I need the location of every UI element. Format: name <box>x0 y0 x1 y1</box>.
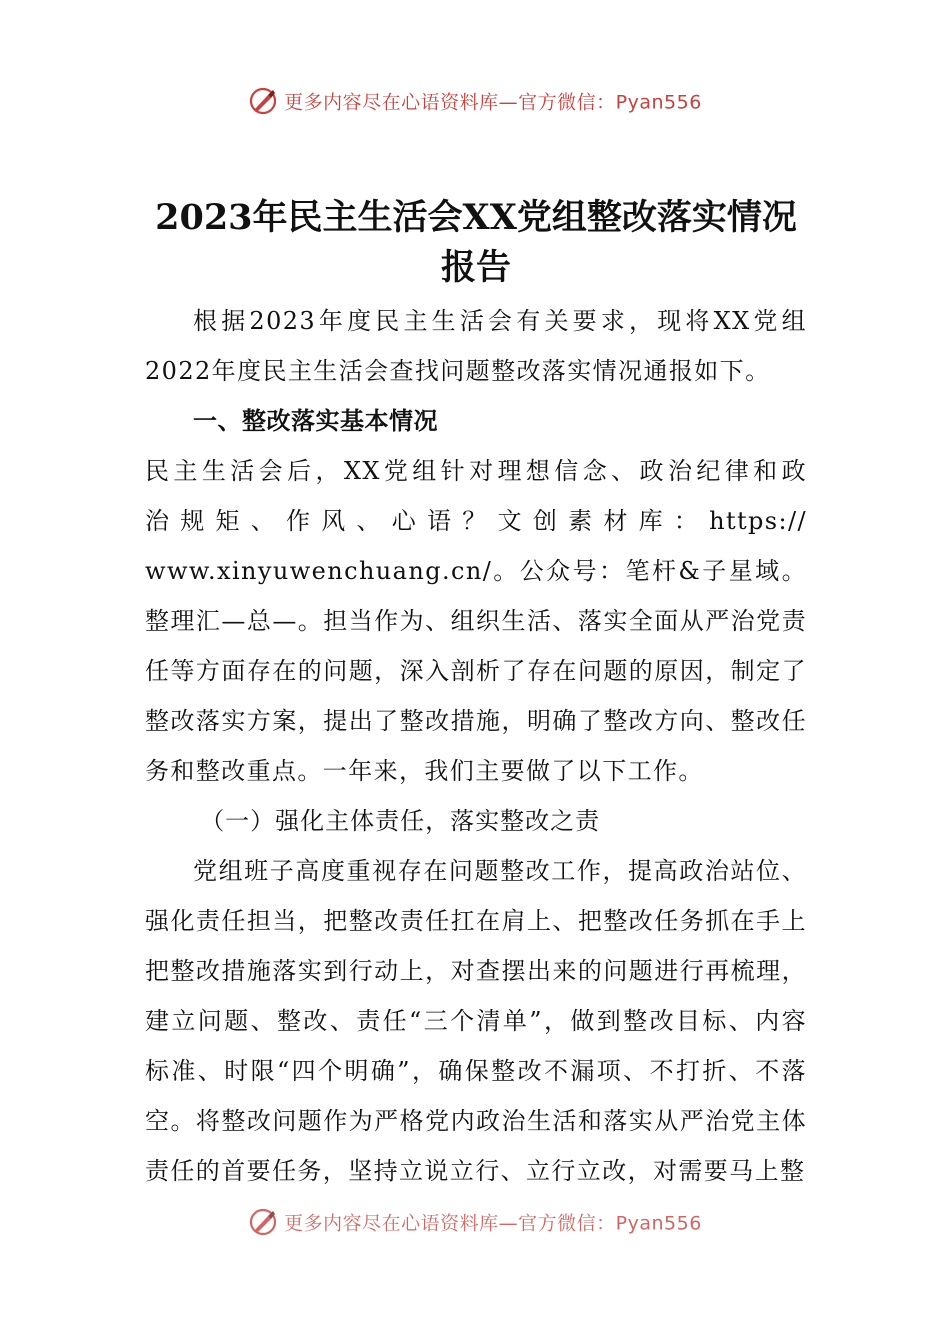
intro-paragraph: 根据2023年度民主生活会有关要求，现将XX党组2022年度民主生活会查找问题整改落实情况通报如下。 <box>145 307 807 385</box>
document-title <box>145 193 807 293</box>
pen-nib-logo-icon <box>248 1207 278 1237</box>
subsection-heading-1: （一）强化主体责任，落实整改之责 <box>200 807 601 835</box>
document-title-line2: 报告 <box>440 247 511 288</box>
document-title-line1: 2023年民主生活会XX党组整改落实情况 <box>155 197 797 238</box>
subsection1-paragraph: 党组班子高度重视存在问题整改工作，提高政治站位、强化责任担当，把整改责任扛在肩上、把整改任务抓在手上把整改措施落实到行动上，对查摆出来的问题进行再梳理，建立问题、整改、责任“三个清单”，做到整改目标、内容标准、时限“四个明确”，确保整改不漏项、不打折、不落空。将整改问题作为严格党内政治生活和落实从严治党主体责任的首要任务，坚持立说立行、立行立改，对需要马上整 <box>145 857 807 1185</box>
header-watermark-text: 更多内容尽在心语资料库—官方微信：Pyan556 <box>284 91 702 114</box>
section1-paragraph-part-a: 民主生活会后，XX党组针对理想信念、政治纪律和政 <box>145 457 807 485</box>
section1-paragraph-part-b: 治规矩、作风、心语？文创素材库：https:// <box>145 507 807 535</box>
footer-watermark-banner <box>0 1207 950 1237</box>
pen-nib-logo-icon <box>248 86 278 116</box>
section1-paragraph-part-c: www.xinyuwenchuang.cn/。公众号：笔杆&子星域。整理汇—总—。担当作为、组织生活、落实全面从严治党责任等方面存在的问题，深入剖析了存在问题的原因，制定了整改落实方案，提出了整改措施，明确了整改方向、整改任务和整改重点。一年来，我们主要做了以下工作。 <box>145 557 807 785</box>
document-body <box>145 296 807 1196</box>
section-heading-1: 一、整改落实基本情况 <box>193 407 438 435</box>
footer-watermark-text: 更多内容尽在心语资料库—官方微信：Pyan556 <box>284 1212 702 1235</box>
header-watermark-banner <box>0 86 950 116</box>
